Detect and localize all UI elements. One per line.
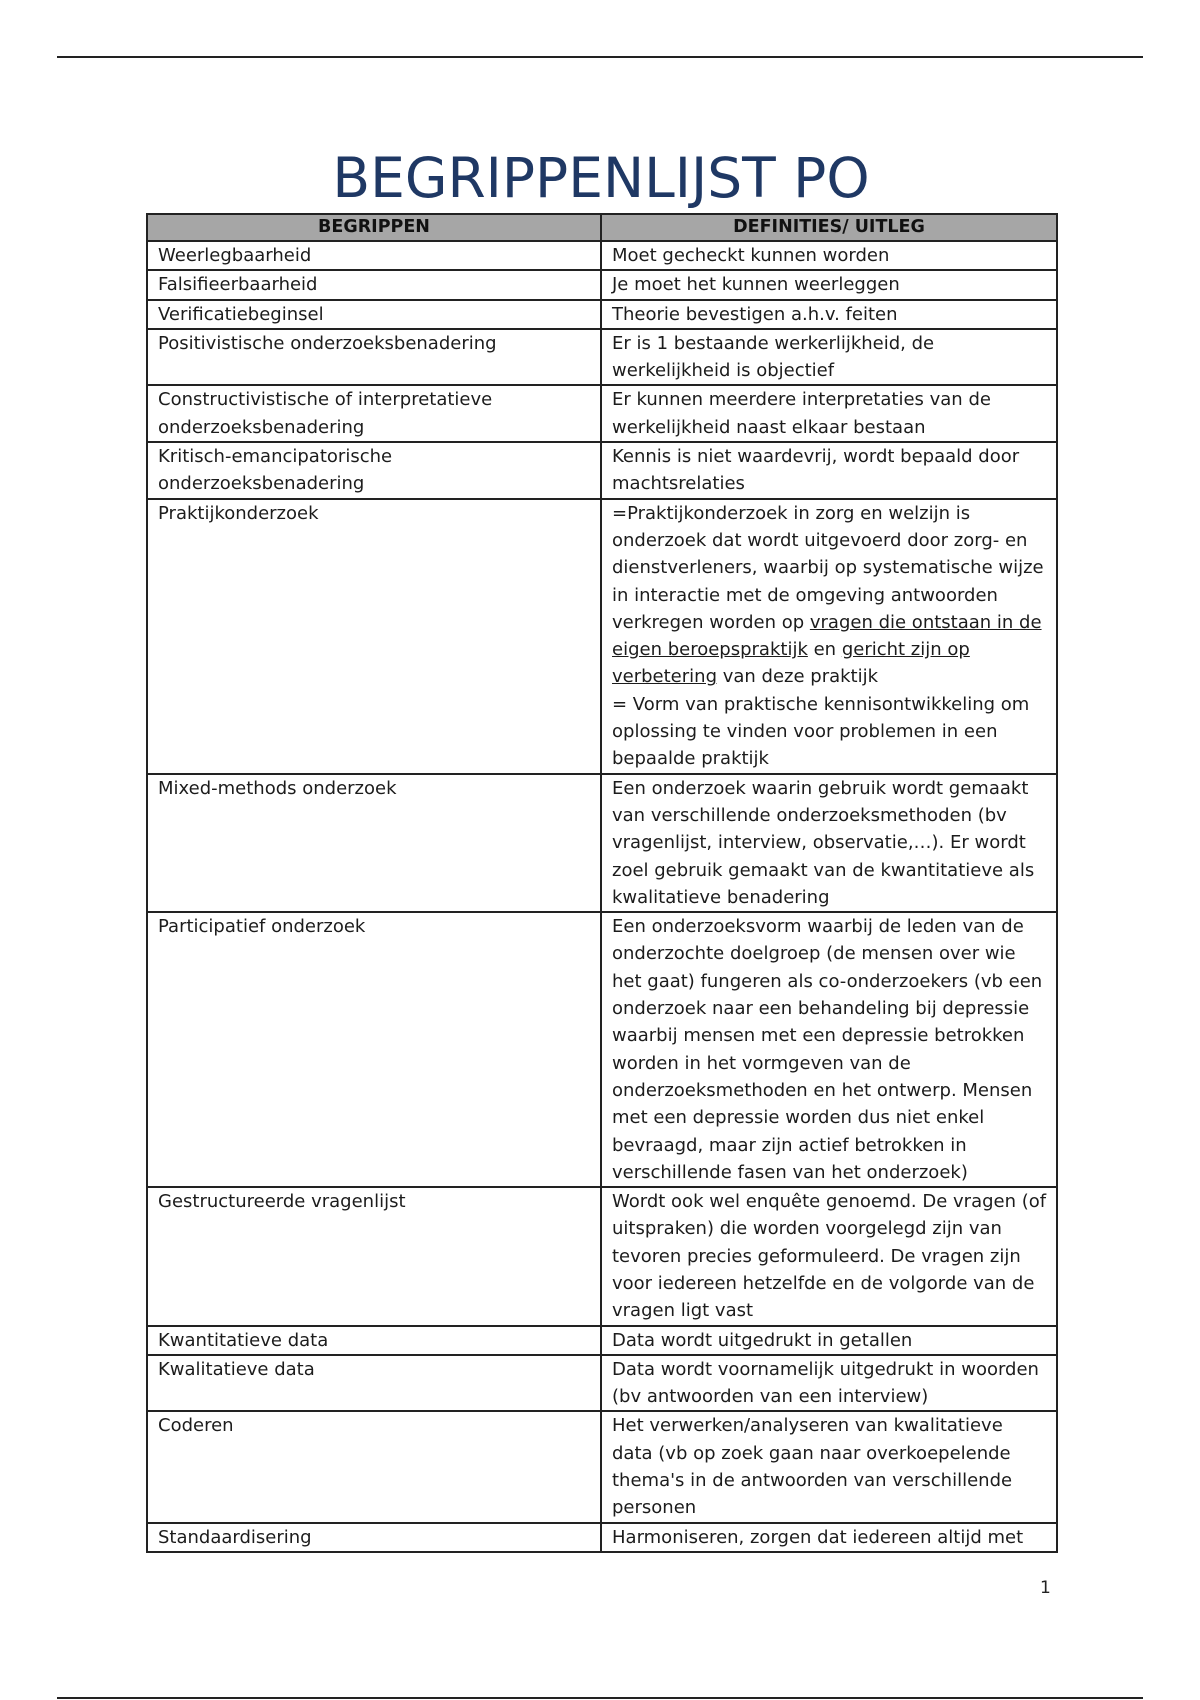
table-row [147, 774, 1057, 912]
definition-cell: Het verwerken/analyseren van kwalitatieve data (vb op zoek gaan naar overkoepelende thema's in de antwoorden van verschillende personen [601, 1411, 1057, 1522]
table-row [147, 1187, 1057, 1325]
table-row [147, 1411, 1057, 1522]
definition-cell [601, 499, 1057, 774]
definition-cell: Er kunnen meerdere interpretaties van de werkelijkheid naast elkaar bestaan [601, 385, 1057, 442]
definition-cell: Een onderzoek waarin gebruik wordt gemaakt van verschillende onderzoeksmethoden (bv vragenlijst, interview, observatie,…). Er wordt zoel gebruik gemaakt van de kwantitatieve als kwalitatieve benadering [601, 774, 1057, 912]
definition-cell: Er is 1 bestaande werkerlijkheid, de werkelijkheid is objectief [601, 329, 1057, 386]
header-rule [57, 56, 1143, 58]
term-cell: Verificatiebeginsel [147, 300, 601, 329]
table-row [147, 1523, 1057, 1552]
glossary-table [146, 213, 1058, 1553]
term-cell: Weerlegbaarheid [147, 241, 601, 270]
table-row [147, 385, 1057, 442]
term-cell: Participatief onderzoek [147, 912, 601, 1187]
table-row [147, 912, 1057, 1187]
table-row [147, 270, 1057, 299]
footer-rule [57, 1697, 1143, 1699]
table-row [147, 499, 1057, 774]
table-row [147, 329, 1057, 386]
underlined-phrase: gericht zijn op verbetering [612, 639, 970, 688]
table-row [147, 442, 1057, 499]
term-cell: Coderen [147, 1411, 601, 1522]
term-cell: Mixed-methods onderzoek [147, 774, 601, 912]
page-number: 1 [1040, 1578, 1051, 1598]
term-cell: Kritisch-emancipatorische onderzoeksbenadering [147, 442, 601, 499]
table-row [147, 1326, 1057, 1355]
term-cell: Constructivistische of interpretatieve onderzoeksbenadering [147, 385, 601, 442]
definition-cell: Harmoniseren, zorgen dat iedereen altijd met [601, 1523, 1057, 1552]
definition-cell: Wordt ook wel enquête genoemd. De vragen (of uitspraken) die worden voorgelegd zijn van tevoren precies geformuleerd. De vragen zijn voor iedereen hetzelfde en de volgorde van de vragen ligt vast [601, 1187, 1057, 1325]
column-header-definitions: DEFINITIES/ UITLEG [601, 214, 1057, 241]
page-title: BEGRIPPENLIJST PO [332, 146, 870, 210]
definition-text: = Vorm van praktische kennisontwikkeling om oplossing te vinden voor problemen in een bepaalde praktijk [612, 693, 1030, 770]
definition-cell: Kennis is niet waardevrij, wordt bepaald door machtsrelaties [601, 442, 1057, 499]
term-cell: Kwantitatieve data [147, 1326, 601, 1355]
term-cell: Falsifieerbaarheid [147, 270, 601, 299]
definition-cell: Theorie bevestigen a.h.v. feiten [601, 300, 1057, 329]
term-cell: Kwalitatieve data [147, 1355, 601, 1412]
table-row [147, 241, 1057, 270]
table-row [147, 1355, 1057, 1412]
underlined-phrase: vragen die ontstaan in de eigen beroepspraktijk [612, 611, 1042, 661]
definition-text: van deze praktijk [717, 666, 879, 688]
definition-cell: Data wordt voornamelijk uitgedrukt in woorden (bv antwoorden van een interview) [601, 1355, 1057, 1412]
table-header-row [147, 214, 1057, 241]
definition-text: =Praktijkonderzoek in zorg en welzijn is onderzoek dat wordt uitgevoerd door zorg- en dienstverleners, waarbij op systematische wijze in interactie met de omgeving antwoorden verkregen worden op [612, 502, 1044, 633]
term-cell: Gestructureerde vragenlijst [147, 1187, 601, 1325]
definition-cell: Een onderzoeksvorm waarbij de leden van de onderzochte doelgroep (de mensen over wie het gaat) fungeren als co-onderzoekers (vb een onderzoek naar een behandeling bij depressie waarbij mensen met een depressie betrokken worden in het vormgeven van de onderzoeksmethoden en het ontwerp. Mensen met een depressie worden dus niet enkel bevraagd, maar zijn actief betrokken in verschillende fasen van het onderzoek) [601, 912, 1057, 1187]
column-header-terms: BEGRIPPEN [147, 214, 601, 241]
term-cell: Positivistische onderzoeksbenadering [147, 329, 601, 386]
definition-cell: Data wordt uitgedrukt in getallen [601, 1326, 1057, 1355]
definition-cell: Moet gecheckt kunnen worden [601, 241, 1057, 270]
definition-text: en [807, 639, 842, 661]
term-cell: Standaardisering [147, 1523, 601, 1552]
term-cell: Praktijkonderzoek [147, 499, 601, 774]
definition-cell: Je moet het kunnen weerleggen [601, 270, 1057, 299]
table-row [147, 300, 1057, 329]
